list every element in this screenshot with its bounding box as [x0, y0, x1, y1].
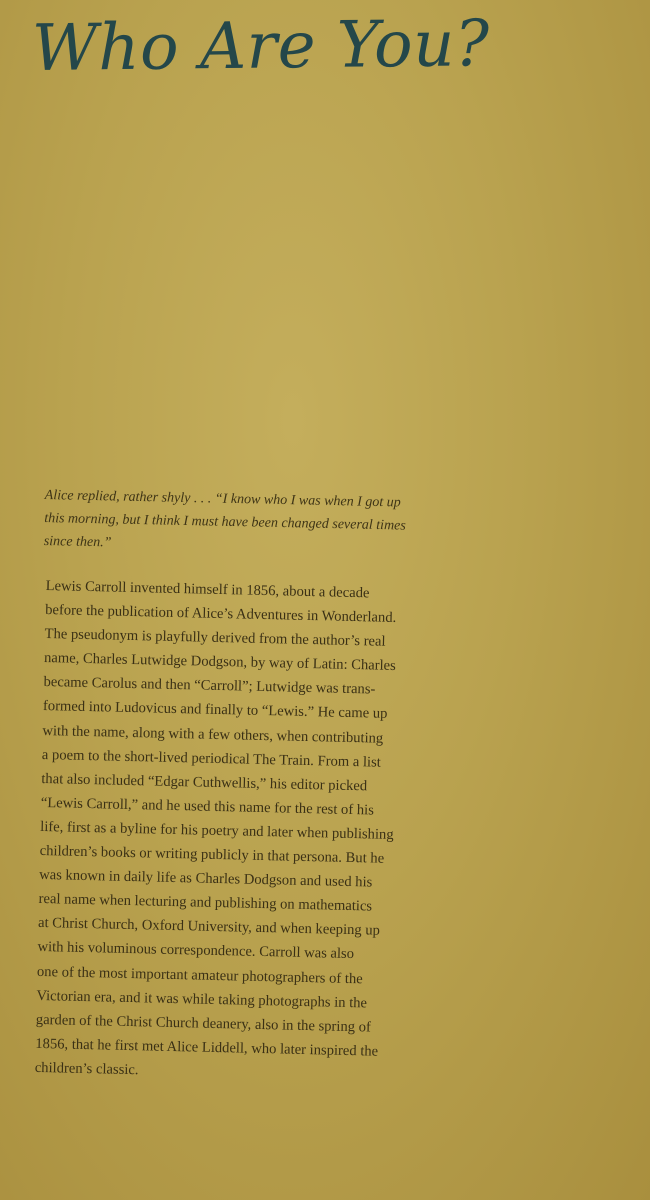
body-line: name, Charles Lutwidge Dodgson, by way of Latin: Charles — [43, 650, 396, 675]
body-line: that also included “Edgar Cuthwellis,” his editor picked — [41, 770, 368, 795]
body-line: 1856, that he first met Alice Liddell, who later inspired the — [35, 1035, 379, 1060]
body-line: “Lewis Carroll,” and he used this name for the rest of his — [40, 794, 375, 819]
body-line: with his voluminous correspondence. Carroll was also — [37, 939, 355, 963]
body-line: children’s classic. — [34, 1059, 139, 1079]
quote-line: Alice replied, rather shyly . . . “I know who I was when I got up — [44, 487, 401, 511]
body-line: Victorian era, and it was while taking photographs in the — [36, 987, 368, 1011]
body-line: one of the most important amateur photographers of the — [36, 963, 363, 987]
body-line: at Christ Church, Oxford University, and when keeping up — [37, 915, 381, 939]
body-line: life, first as a byline for his poetry and later when publishing — [40, 818, 394, 843]
quote-line: this morning, but I think I must have been changed several times — [44, 510, 406, 534]
body-line: was known in daily life as Charles Dodgson and used his — [38, 867, 373, 891]
body-line: became Carolus and then “Carroll”; Lutwidge was trans- — [43, 674, 376, 698]
body-line: The pseudonym is playfully derived from the author’s real — [44, 626, 386, 650]
body-line: Lewis Carroll invented himself in 1856, about a decade — [45, 577, 370, 602]
body-line: before the publication of Alice’s Adventures in Wonderland. — [44, 602, 397, 627]
body-line: formed into Ludovicus and finally to “Lewis.” He came up — [42, 698, 388, 723]
alice-quote — [44, 484, 515, 563]
quote-line: since then.” — [43, 533, 112, 551]
body-line: children’s books or writing publicly in that persona. But he — [39, 842, 385, 867]
body-line: with the name, along with a few others, when contributing — [42, 722, 384, 747]
body-line: garden of the Christ Church deanery, also in the spring of — [35, 1011, 372, 1036]
body-line: a poem to the short-lived periodical The Train. From a list — [41, 746, 381, 771]
panel-title: Who Are You? — [31, 7, 491, 86]
body-line: real name when lecturing and publishing on mathematics — [38, 891, 373, 915]
body-paragraph — [35, 574, 526, 1091]
